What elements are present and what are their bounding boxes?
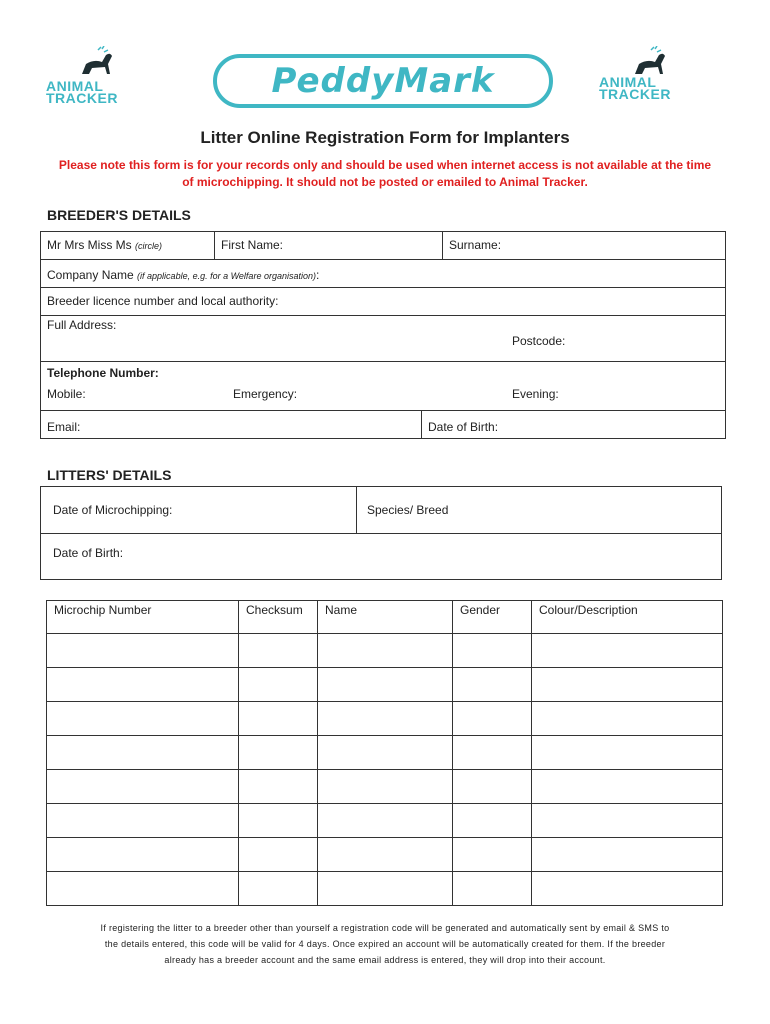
telephone-heading: Telephone Number: (47, 366, 159, 380)
cell-gender[interactable] (453, 668, 532, 702)
col-checksum: Checksum (239, 601, 318, 634)
cell-microchip-number[interactable] (47, 838, 239, 872)
divider (40, 361, 726, 362)
cell-microchip-number[interactable] (47, 668, 239, 702)
cell-colour-description[interactable] (532, 702, 723, 736)
cell-microchip-number[interactable] (47, 804, 239, 838)
cell-gender[interactable] (453, 804, 532, 838)
full-address-field[interactable]: Full Address: (47, 318, 117, 332)
cell-gender[interactable] (453, 770, 532, 804)
microchip-table-body (47, 634, 723, 906)
evening-field[interactable]: Evening: (512, 387, 559, 401)
peddymark-logo (213, 54, 553, 108)
logo-word-tracker: TRACKER (599, 86, 671, 102)
cell-microchip-number[interactable] (47, 872, 239, 906)
cell-gender[interactable] (453, 838, 532, 872)
licence-field[interactable]: Breeder licence number and local authority: (47, 294, 279, 308)
cell-name[interactable] (318, 702, 453, 736)
divider (442, 231, 443, 259)
table-row (47, 736, 723, 770)
divider (356, 486, 357, 533)
table-row (47, 702, 723, 736)
footer-line-3: already has a breeder account and the same email address is entered, they will drop into their account. (164, 955, 606, 965)
table-row (47, 770, 723, 804)
email-field[interactable]: Email: (47, 420, 81, 434)
cell-checksum[interactable] (239, 770, 318, 804)
cell-gender[interactable] (453, 702, 532, 736)
cell-checksum[interactable] (239, 838, 318, 872)
cell-colour-description[interactable] (532, 838, 723, 872)
animal-tracker-logo-left (46, 46, 136, 106)
table-row (47, 838, 723, 872)
cell-microchip-number[interactable] (47, 770, 239, 804)
cell-colour-description[interactable] (532, 872, 723, 906)
logo-word-animal: ANIMAL (599, 74, 657, 90)
col-name: Name (318, 601, 453, 634)
breeder-details-box (40, 231, 726, 439)
company-name-label: Company Name (47, 268, 134, 282)
date-of-microchipping-field[interactable]: Date of Microchipping: (53, 503, 173, 517)
cell-name[interactable] (318, 838, 453, 872)
litters-details-heading: LITTERS' DETAILS (47, 467, 172, 483)
table-row (47, 634, 723, 668)
cell-checksum[interactable] (239, 736, 318, 770)
cell-colour-description[interactable] (532, 770, 723, 804)
peddymark-logo-text: PeddyMark (271, 61, 495, 101)
logo-word-animal: ANIMAL (46, 78, 104, 94)
table-row (47, 668, 723, 702)
cell-name[interactable] (318, 736, 453, 770)
company-name-field[interactable] (47, 268, 319, 282)
col-gender: Gender (453, 601, 532, 634)
table-row (47, 804, 723, 838)
notice-line-1: Please note this form is for your records only and should be used when internet access is not available at the time (58, 158, 712, 172)
footer-line-2: the details entered, this code will be valid for 4 days. Once expired an account will be automatically created for them. If the breeder (104, 939, 666, 949)
cell-gender[interactable] (453, 872, 532, 906)
table-header-row (47, 601, 723, 634)
cell-name[interactable] (318, 668, 453, 702)
footer-line-1: If registering the litter to a breeder other than yourself a registration code will be generated and automatically sent by email & SMS to (100, 923, 670, 933)
title-options-text: Mr Mrs Miss Ms (47, 238, 132, 252)
postcode-field[interactable]: Postcode: (512, 334, 566, 348)
cell-checksum[interactable] (239, 668, 318, 702)
litter-dob-field[interactable]: Date of Birth: (53, 546, 124, 560)
cell-checksum[interactable] (239, 804, 318, 838)
animal-tracker-logo-right (599, 46, 689, 106)
divider (40, 533, 722, 534)
breeder-dob-field[interactable]: Date of Birth: (428, 420, 499, 434)
divider (40, 259, 726, 260)
col-colour-description: Colour/Description (532, 601, 723, 634)
title-options[interactable] (47, 238, 162, 252)
microchip-table (46, 600, 723, 906)
notice-line-2: of microchipping. It should not be posted or emailed to Animal Tracker. (182, 175, 588, 189)
table-row (47, 872, 723, 906)
deer-icon (68, 46, 124, 78)
divider (40, 410, 726, 411)
mobile-field[interactable]: Mobile: (47, 387, 86, 401)
logo-word-tracker: TRACKER (46, 90, 118, 106)
cell-colour-description[interactable] (532, 804, 723, 838)
circle-note: (circle) (135, 241, 162, 251)
form-title: Litter Online Registration Form for Implanters (200, 128, 570, 147)
col-microchip-number: Microchip Number (47, 601, 239, 634)
divider (40, 315, 726, 316)
cell-gender[interactable] (453, 634, 532, 668)
cell-name[interactable] (318, 872, 453, 906)
cell-colour-description[interactable] (532, 634, 723, 668)
cell-checksum[interactable] (239, 702, 318, 736)
surname-field[interactable]: Surname: (449, 238, 502, 252)
cell-colour-description[interactable] (532, 736, 723, 770)
breeder-details-heading: BREEDER'S DETAILS (47, 207, 191, 223)
cell-checksum[interactable] (239, 634, 318, 668)
cell-colour-description[interactable] (532, 668, 723, 702)
divider (214, 231, 215, 259)
cell-checksum[interactable] (239, 872, 318, 906)
cell-microchip-number[interactable] (47, 736, 239, 770)
divider (40, 287, 726, 288)
company-name-note: (if applicable, e.g. for a Welfare organisation) (137, 271, 316, 281)
first-name-field[interactable]: First Name: (221, 238, 284, 252)
cell-name[interactable] (318, 804, 453, 838)
notice (45, 157, 725, 191)
emergency-field[interactable]: Emergency: (233, 387, 298, 401)
company-name-colon: : (315, 268, 320, 282)
cell-gender[interactable] (453, 736, 532, 770)
species-breed-field[interactable]: Species/ Breed (367, 503, 449, 517)
divider (421, 410, 422, 439)
cell-name[interactable] (318, 770, 453, 804)
cell-microchip-number[interactable] (47, 634, 239, 668)
cell-microchip-number[interactable] (47, 702, 239, 736)
cell-name[interactable] (318, 634, 453, 668)
footer-note (55, 920, 715, 968)
